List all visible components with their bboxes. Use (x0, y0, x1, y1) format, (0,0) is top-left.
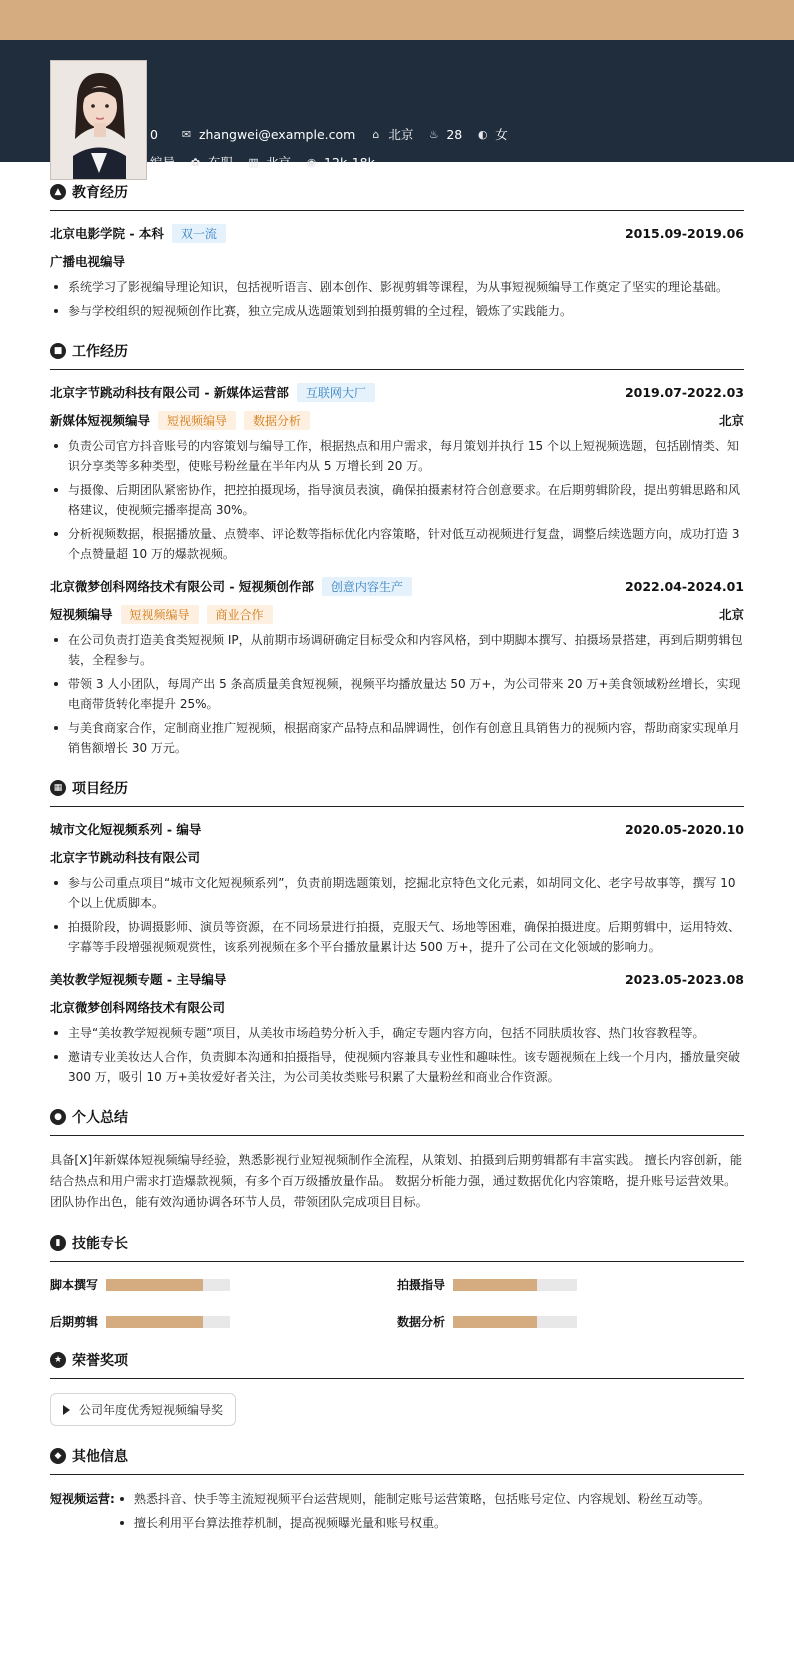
list-item: 在公司负责打造美食类短视频 IP，从前期市场调研确定目标受众和内容风格，到中期脚本撰写、拍摄场景搭建，再到后期剪辑包装，全程参与。 (50, 630, 744, 670)
skill-item (50, 1276, 397, 1293)
role: 短视频编导 (50, 607, 113, 622)
award-text: 公司年度优秀短视频编导奖 (79, 1403, 224, 1417)
list-item: 参与公司重点项目“城市文化短视频系列”，负责前期选题策划，挖掘北京特色文化元素，如胡同文化、老字号故事等，撰写 10 个以上优质脚本。 (50, 873, 744, 913)
skill-bar (453, 1316, 577, 1328)
gender-item (476, 125, 508, 143)
skill-name: 拍摄指导 (397, 1278, 446, 1292)
list-item: 与美食商家合作，定制商业推广短视频，根据商家产品特点和品牌调性，创作有创意且具销售力的视频内容，帮助商家实现单月销售额增长 30 万元。 (50, 718, 744, 758)
project-entry (50, 819, 744, 957)
top-accent-bar (0, 0, 794, 40)
list-item: 负责公司官方抖音账号的内容策划与编导工作，根据热点和用户需求，每月策划并执行 15 个以上短视频选题，包括剧情类、知识分享类等多种类型，使账号粉丝量在半年内从 5 万增长到 20 万。 (50, 436, 744, 476)
salary-icon: ◉ (306, 155, 317, 169)
award-item (50, 1393, 236, 1426)
home-icon: ⌂ (372, 127, 380, 141)
awards-title-text: 荣誉奖项 (72, 1353, 128, 1369)
school-name: 北京电影学院 - 本科 (50, 226, 164, 241)
status-icon: ✿ (190, 155, 201, 169)
skill-bar (106, 1316, 230, 1328)
role-tag: 数据分析 (244, 411, 310, 430)
project-bullets (50, 1023, 744, 1087)
skills-section (50, 1233, 744, 1330)
other-section (50, 1446, 744, 1537)
list-item: 擅长利用平台算法推荐机制，提高视频曝光量和账号权重。 (116, 1513, 710, 1533)
education-title-text: 教育经历 (72, 185, 128, 201)
age-item (427, 127, 462, 142)
work-location: 北京 (718, 607, 744, 622)
status-text: 在职 (208, 155, 234, 170)
company-name: 北京微梦创科网络技术有限公司 - 短视频创作部 (50, 579, 314, 594)
skill-bar (453, 1279, 577, 1291)
skill-bar-fill (453, 1279, 537, 1291)
company-name: 北京字节跳动科技有限公司 - 新媒体运营部 (50, 385, 289, 400)
summary-text: 具备[X]年新媒体短视频编导经验，熟悉影视行业短视频制作全流程，从策划、拍摄到后期剪辑都有丰富实践。 擅长内容创新，能结合热点和用户需求打造爆款视频，有多个百万级播放量作品。 数据分析能力强，通过数据优化内容策略，提升账号运营效果。 团队协作出色，能有效沟通协调各环节人员，带领团队完成项目目标。 (50, 1153, 743, 1209)
project-title: 美妆教学短视频专题 - 主导编导 (50, 972, 227, 987)
other-entry (50, 1489, 744, 1537)
education-bullets (50, 277, 744, 321)
gender-icon: ◐ (477, 127, 488, 141)
work-date: 2022.04-2024.01 (624, 578, 744, 594)
contact-row (150, 125, 522, 143)
other-label: 短视频运营: (50, 1492, 115, 1506)
work-date: 2019.07-2022.03 (624, 384, 744, 400)
skill-bar-fill (453, 1316, 537, 1328)
skills-title-text: 技能专长 (72, 1236, 128, 1252)
medal-icon: ★ (50, 1352, 66, 1368)
other-title-text: 其他信息 (72, 1449, 128, 1465)
project-company: 北京字节跳动科技有限公司 (50, 850, 201, 865)
list-item: 带领 3 人小团队，每周产出 5 条高质量美食短视频，视频平均播放量达 50 万+，为公司带来 20 万+美食领域粉丝增长，实现电商带货转化率提升 25%。 (50, 674, 744, 714)
work-entry (50, 382, 744, 564)
list-item: 参与学校组织的短视频创作比赛，独立完成从选题策划到拍摄剪辑的全过程，锻炼了实践能力。 (50, 301, 744, 321)
building-icon: ▥ (248, 155, 259, 169)
projects-section (50, 778, 744, 1087)
summary-title (50, 1107, 744, 1136)
skill-item (397, 1313, 744, 1330)
grid-icon: ▦ (50, 780, 66, 796)
city-text: 北京 (388, 127, 414, 142)
education-section (50, 182, 744, 321)
school-tag: 双一流 (172, 224, 226, 243)
other-bullets (116, 1489, 710, 1537)
list-item: 主导“美妆教学短视频专题”项目，从美妆市场趋势分析入手，确定专题内容方向，包括不同肤质妆容、热门妆容教程等。 (50, 1023, 744, 1043)
phone-partial-icon: 0 (150, 126, 158, 142)
summary-title-text: 个人总结 (72, 1110, 128, 1126)
role-tag: 短视频编导 (158, 411, 236, 430)
education-date: 2015.09-2019.06 (624, 225, 744, 241)
skill-item (397, 1276, 744, 1293)
projects-title (50, 778, 744, 807)
play-triangle-icon (63, 1405, 70, 1415)
cake-icon: ♨ (428, 127, 439, 141)
role-tag: 短视频编导 (121, 605, 199, 624)
education-entry (50, 223, 744, 321)
project-date: 2023.05-2023.08 (624, 971, 744, 987)
project-entry (50, 969, 744, 1087)
city-item (369, 125, 413, 143)
other-title (50, 1446, 744, 1475)
list-item: 邀请专业美妆达人合作，负责脚本沟通和拍摄指导，使视频内容兼具专业性和趣味性。该专题视频在上线一个月内，播放量突破 300 万，吸引 10 万+美妆爱好者关注，为公司美妆类账号积累了大量粉丝和商业合作资源。 (50, 1047, 744, 1087)
skill-name: 后期剪辑 (50, 1315, 99, 1329)
projects-title-text: 项目经历 (72, 781, 128, 797)
list-item: 熟悉抖音、快手等主流短视频平台运营规则，能制定账号运营策略，包括账号定位、内容规划、粉丝互动等。 (116, 1489, 710, 1509)
briefcase-icon: ■ (50, 343, 66, 359)
skills-grid (50, 1276, 744, 1330)
profile-header (0, 40, 794, 170)
awards-section (50, 1350, 744, 1426)
list-item: 系统学习了影视编导理论知识，包括视听语言、剧本创作、影视剪辑等课程，为从事短视频编导工作奠定了坚实的理论基础。 (50, 277, 744, 297)
work-location: 北京 (718, 413, 744, 428)
work-title-text: 工作经历 (72, 344, 128, 360)
work-entry (50, 576, 744, 758)
education-title (50, 182, 744, 211)
work-title (50, 341, 744, 370)
role-tag: 商业合作 (207, 605, 273, 624)
mail-icon: ✉ (181, 127, 192, 141)
list-item: 分析视频数据，根据播放量、点赞率、评论数等指标优化内容策略，针对低互动视频进行复盘，调整后续选题方向，成功打造 3 个点赞量超 10 万的爆款视频。 (50, 524, 744, 564)
list-item: 与摄像、后期团队紧密协作，把控拍摄现场，指导演员表演，确保拍摄素材符合创意要求。在后期剪辑阶段，提出剪辑思路和风格建议，使视频完播率提高 30%。 (50, 480, 744, 520)
graduation-cap-icon: ▲ (50, 184, 66, 200)
project-title: 城市文化短视频系列 - 编导 (50, 822, 202, 837)
summary-section (50, 1107, 744, 1213)
bar-chart-icon: ▮ (50, 1235, 66, 1251)
age-text: 28 (446, 126, 463, 142)
work-section (50, 341, 744, 758)
skill-name: 数据分析 (397, 1315, 446, 1329)
work-city-text: 北京 (266, 155, 292, 170)
major: 广播电视编导 (50, 254, 126, 269)
email-item (180, 127, 355, 142)
skill-bar-fill (106, 1279, 203, 1291)
list-item: 拍摄阶段，协调摄影师、演员等资源，在不同场景进行拍摄，克服天气、场地等困难，确保拍摄进度。后期剪辑中，运用特效、字幕等手段增强视频观赏性，该系列视频在多个平台播放量累计达 500 万+，提升了公司在文化领域的影响力。 (50, 917, 744, 957)
skill-item (50, 1313, 397, 1330)
salary-text: 12k-18k (324, 154, 375, 170)
project-date: 2020.05-2020.10 (624, 821, 744, 837)
email-text: zhangwei@example.com (198, 126, 356, 142)
skill-bar (106, 1279, 230, 1291)
phone-item (150, 127, 166, 142)
work-bullets (50, 436, 744, 564)
job-text: 编导 (150, 155, 176, 170)
company-tag: 互联网大厂 (297, 383, 375, 402)
gender-text: 女 (495, 127, 508, 142)
info-icon: ◆ (50, 1448, 66, 1464)
company-tag: 创意内容生产 (322, 577, 412, 596)
awards-title (50, 1350, 744, 1379)
resume-body (50, 162, 744, 1537)
project-bullets (50, 873, 744, 957)
work-bullets (50, 630, 744, 758)
skill-name: 脚本撰写 (50, 1278, 99, 1292)
project-company: 北京微梦创科网络技术有限公司 (50, 1000, 226, 1015)
skills-title (50, 1233, 744, 1262)
skill-bar-fill (106, 1316, 203, 1328)
user-icon: ● (50, 1109, 66, 1125)
role: 新媒体短视频编导 (50, 413, 151, 428)
